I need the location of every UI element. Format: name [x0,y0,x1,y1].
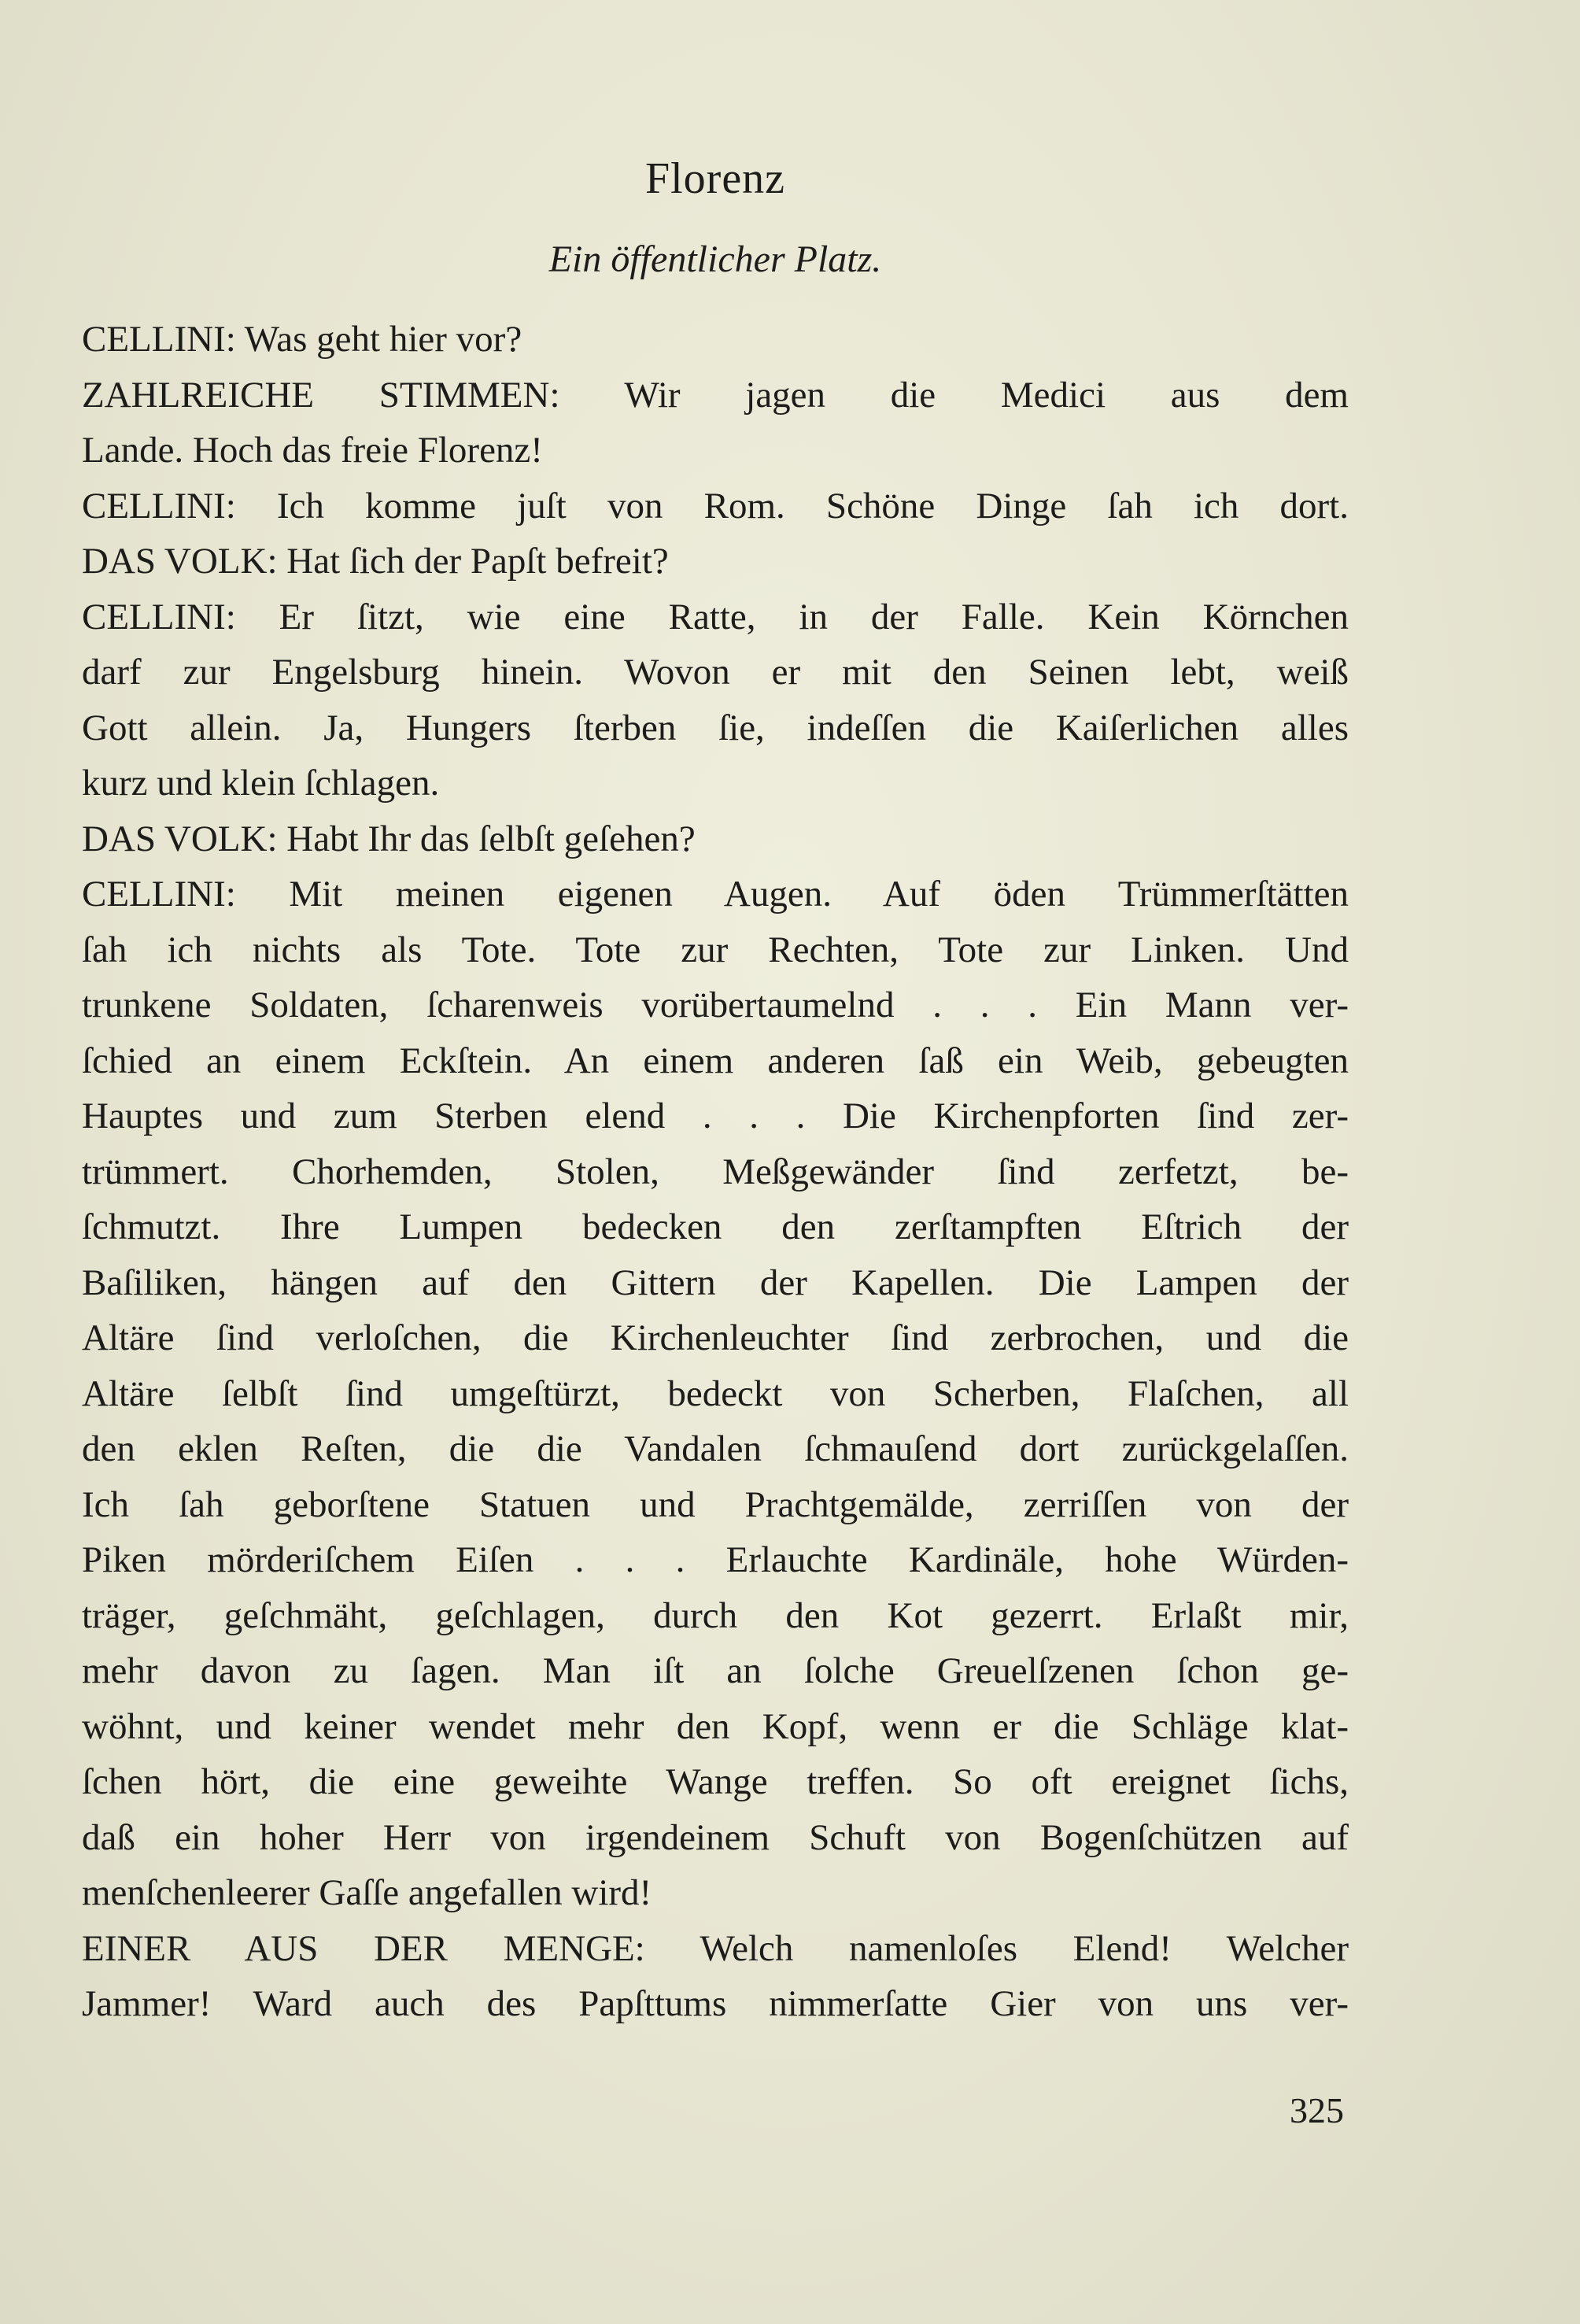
body-text [82,312,1349,2032]
text-line: CELLINI: Was geht hier vor? [82,319,522,360]
text-line: wöhnt, und keiner wendet mehr den Kopf, wenn er die Schläge klat- [82,1705,1349,1747]
text-line: ſchmutzt. Ihre Lumpen bedecken den zerſtampften Eſtrich der [82,1206,1349,1247]
text-line: Jammer! Ward auch des Papſttums nimmerſatte Gier von uns ver- [82,1983,1349,2024]
text-line: den eklen Reſten, die die Vandalen ſchmauſend dort zurückgelaſſen. [82,1428,1349,1469]
text-line: EINER AUS DER MENGE: Welch namenloſes Elend! Welcher [82,1927,1349,1969]
text-line: DAS VOLK: Hat ſich der Papſt befreit? [82,541,669,582]
text-line: Baſiliken, hängen auf den Gittern der Kapellen. Die Lampen der [82,1262,1349,1303]
text-line: kurz und klein ſchlagen. [82,763,440,804]
text-line: mehr davon zu ſagen. Man iſt an ſolche Greuelſzenen ſchon ge- [82,1650,1349,1691]
text-line: ſah ich nichts als Tote. Tote zur Rechten, Tote zur Linken. Und [82,929,1349,970]
book-page [82,0,1349,2324]
text-line: DAS VOLK: Habt Ihr das ſelbſt geſehen? [82,818,696,859]
text-line: ſchied an einem Eckſtein. An einem anderen ſaß ein Weib, gebeugten [82,1040,1349,1081]
text-line: ſchen hört, die eine geweihte Wange treffen. So oft ereignet ſichs, [82,1761,1349,1802]
text-line: Hauptes und zum Sterben elend . . . Die Kirchenpforten ſind zer- [82,1095,1349,1136]
text-line: Piken mörderiſchem Eiſen . . . Erlauchte Kardinäle, hohe Würden- [82,1539,1349,1580]
text-line: trunkene Soldaten, ſcharenweis vorübertaumelnd . . . Ein Mann ver- [82,985,1349,1025]
text-line: Altäre ſind verloſchen, die Kirchenleuchter ſind zerbrochen, und die [82,1317,1349,1358]
text-line: CELLINI: Ich komme juſt von Rom. Schöne Dinge ſah ich dort. [82,485,1349,527]
text-line: ZAHLREICHE STIMMEN: Wir jagen die Medici aus dem [82,374,1349,416]
text-line: Altäre ſelbſt ſind umgeſtürzt, bedeckt von Scherben, Flaſchen, all [82,1373,1349,1414]
text-line: Ich ſah geborſtene Statuen und Prachtgemälde, zerriſſen von der [82,1483,1349,1525]
scene-subheading: Ein öffentlicher Platz. [548,238,882,280]
scene-heading: Florenz [644,154,786,203]
page-number: 325 [1290,2090,1344,2130]
text-line: daß ein hoher Herr von irgendeinem Schuft von Bogenſchützen auf [82,1816,1349,1858]
text-line: Lande. Hoch das freie Florenz! [82,430,543,471]
text-line: menſchenleerer Gaſſe angefallen wird! [82,1872,652,1913]
text-line: CELLINI: Mit meinen eigenen Augen. Auf öden Trümmerſtätten [82,874,1349,914]
text-line: darf zur Engelsburg hinein. Wovon er mit den Seinen lebt, weiß [82,652,1349,693]
text-line: CELLINI: Er ſitzt, wie eine Ratte, in der Falle. Kein Körnchen [82,596,1349,637]
text-line: trümmert. Chorhemden, Stolen, Meßgewänder ſind zerfetzt, be- [82,1151,1349,1192]
text-line: träger, geſchmäht, geſchlagen, durch den Kot gezerrt. Erlaßt mir, [82,1594,1349,1636]
text-line: Gott allein. Ja, Hungers ſterben ſie, indeſſen die Kaiſerlichen alles [82,707,1349,748]
